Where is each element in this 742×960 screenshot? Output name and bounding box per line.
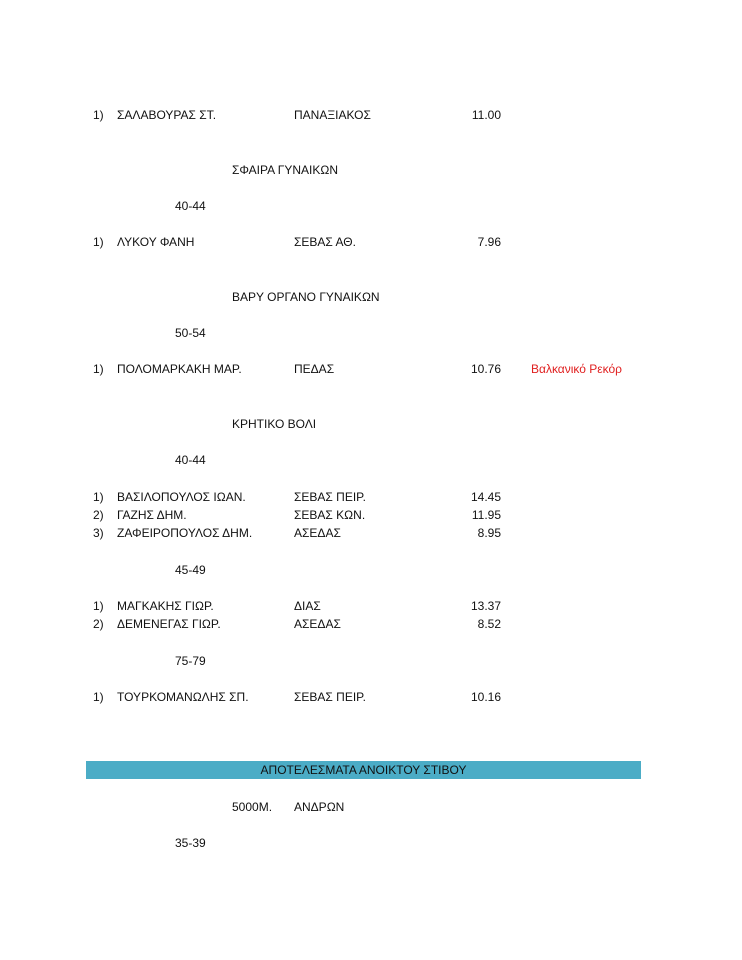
place: 1) [93,490,104,504]
club: ΔΙΑΣ [294,599,321,613]
result-row [0,361,742,377]
age-category: 40-44 [175,199,206,213]
mark: 10.16 [470,690,501,704]
mark: 14.45 [470,490,501,504]
club: ΣΕΒΑΣ ΠΕΙΡ. [294,490,366,504]
athlete-name: ΜΑΓΚΑΚΗΣ ΓΙΩΡ. [117,599,214,613]
age-category: 35-39 [175,836,206,850]
event-title: ΣΦΑΙΡΑ ΓΥΝΑΙΚΩΝ [232,163,339,177]
athlete-name: ΣΑΛΑΒΟΥΡΑΣ ΣΤ. [117,108,217,122]
club: ΣΕΒΑΣ ΑΘ. [294,235,356,249]
athlete-name: ΓΑΖΗΣ ΔΗΜ. [117,508,187,522]
mark: 11.95 [471,508,501,522]
athlete-name: ΛΥΚΟΥ ΦΑΝΗ [117,235,195,249]
place: 1) [93,690,104,704]
place: 1) [93,599,104,613]
banner-title: ΑΠΟΤΕΛΕΣΜΑΤΑ ΑΝΟΙΚΤΟΥ ΣΤΙΒΟΥ [260,763,467,777]
result-row [0,525,742,541]
athlete-name: ΔΕΜΕΝΕΓΑΣ ΓΙΩΡ. [117,617,221,631]
place: 2) [93,617,104,631]
section-banner [86,761,641,779]
event-title: ΚΡΗΤΙΚΟ ΒΟΛΙ [232,417,317,431]
mark: 13.37 [470,599,501,613]
place: 1) [93,235,104,249]
age-category: 40-44 [175,453,206,467]
record-note: Βαλκανικό Ρεκόρ [531,362,622,376]
event-title: ΒΑΡΥ ΟΡΓΑΝΟ ΓΥΝΑΙΚΩΝ [232,290,380,304]
club: ΑΣΕΔΑΣ [294,526,341,540]
result-row [0,234,742,250]
club: ΣΕΒΑΣ ΠΕΙΡ. [294,690,366,704]
athlete-name: ΒΑΣΙΛΟΠΟΥΛΟΣ ΙΩΑΝ. [117,490,246,504]
mark: 8.52 [477,617,501,631]
result-row [0,107,742,123]
age-category: 45-49 [175,563,206,577]
result-row [0,616,742,632]
athlete-name: ΖΑΦΕΙΡΟΠΟΥΛΟΣ ΔΗΜ. [117,526,253,540]
mark: 10.76 [470,362,501,376]
result-row [0,689,742,705]
club: ΑΣΕΔΑΣ [294,617,341,631]
athlete-name: ΠΟΛΟΜΑΡΚΑΚΗ ΜΑΡ. [117,362,242,376]
age-category: 50-54 [175,326,206,340]
age-category: 75-79 [175,654,206,668]
result-row [0,507,742,523]
mark: 11.00 [471,108,501,122]
athlete-name: ΤΟΥΡΚΟΜΑΝΩΛΗΣ ΣΠ. [117,690,249,704]
club: ΣΕΒΑΣ ΚΩΝ. [294,508,366,522]
place: 3) [93,526,104,540]
result-row [0,598,742,614]
club: ΠΑΝΑΞΙΑΚΟΣ [294,108,371,122]
event-title: 5000Μ. [232,800,273,814]
place: 2) [93,508,104,522]
place: 1) [93,362,104,376]
result-row [0,489,742,505]
place: 1) [93,108,104,122]
mark: 8.95 [477,526,501,540]
mark: 7.96 [477,235,501,249]
club: ΠΕΔΑΣ [294,362,335,376]
event-gender: ΑΝΔΡΩΝ [294,800,345,814]
